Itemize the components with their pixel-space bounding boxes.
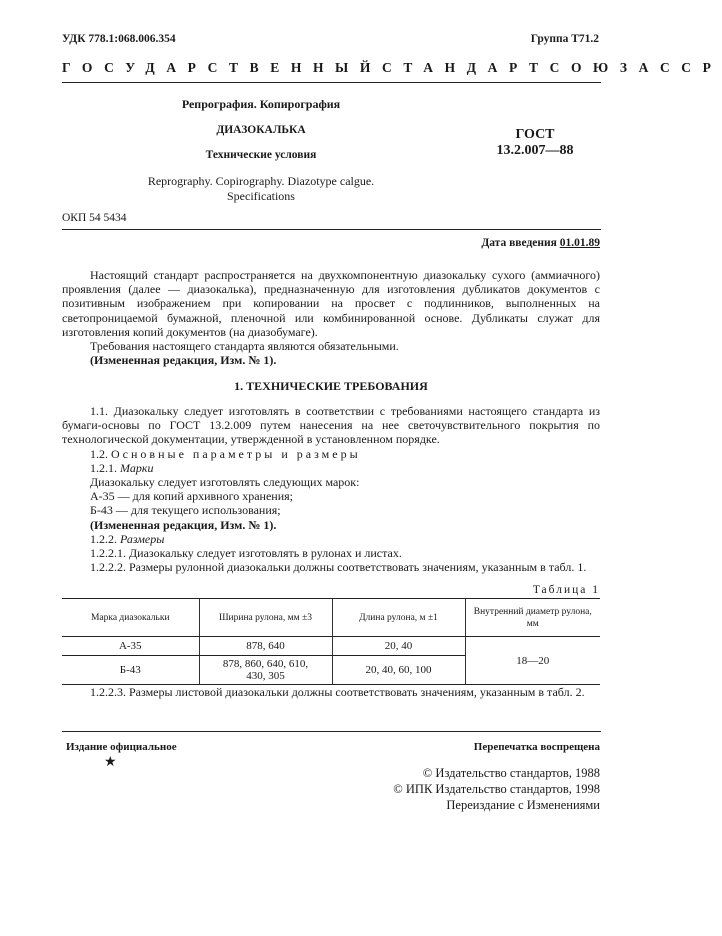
mark-a35: А-35 — для копий архивного хранения; <box>90 489 293 504</box>
amendment-note: (Измененная редакция, Изм. № 1). <box>90 353 277 368</box>
udk-code: УДК 778.1:068.006.354 <box>62 33 176 45</box>
intro-date-label: Дата введения <box>481 237 557 249</box>
intro-block <box>62 268 600 367</box>
english-title <box>120 174 402 204</box>
gost-number: 13.2.007—88 <box>496 143 574 158</box>
intro-date <box>481 237 600 249</box>
clause-1-2-1 <box>62 461 600 475</box>
footer-rule <box>62 731 601 732</box>
table-row <box>62 637 600 656</box>
okp-code: ОКП 54 5434 <box>62 212 127 224</box>
clause-1-2-2-1: 1.2.2.1. Диазокальку следует изготовлять в рулонах и листах. <box>90 546 402 561</box>
table-caption: Таблица 1 <box>532 584 600 596</box>
state-word-4: ССР <box>659 60 722 75</box>
clause-1-2-1-number: 1.2.1. <box>90 460 117 475</box>
clause-1-2-2-2: 1.2.2.2. Размеры рулонной диазокальки должны соответствовать значениям, указанным в табл. 1. <box>90 560 587 575</box>
clause-1-2-2-number: 1.2.2. <box>90 531 117 546</box>
state-word-3: СОЮЗА <box>549 60 660 75</box>
mark-b43: Б-43 — для текущего использования; <box>90 503 281 518</box>
clause-1-2-2-3: 1.2.2.3. Размеры листовой диазокальки должны соответствовать значениям, указанным в табл. 2. <box>90 685 585 699</box>
cell-width: 878, 860, 640, 610, 430, 305 <box>199 656 332 685</box>
state-standard-banner <box>62 60 722 76</box>
header-width: Ширина рулона, мм ±3 <box>199 599 332 637</box>
official-edition: Издание официальное <box>66 741 177 753</box>
group-code: Группа Т71.2 <box>530 33 599 45</box>
cell-length: 20, 40 <box>332 637 465 656</box>
standard-name: ДИАЗОКАЛЬКА <box>216 124 306 136</box>
roll-sizes-table <box>62 598 600 685</box>
header-mark: Марка диазокальки <box>62 599 199 637</box>
clause-1-2 <box>62 447 600 461</box>
clause-1-2-title: Основные параметры и размеры <box>111 446 361 461</box>
star-icon: ★ <box>104 755 117 770</box>
clause-1-2-number: 1.2. <box>90 446 108 461</box>
clause-1-2-2-title: Размеры <box>120 531 165 546</box>
clause-1-2-1-title: Марки <box>120 460 154 475</box>
section-amendment-note: (Измененная редакция, Изм. № 1). <box>90 517 277 532</box>
intro-paragraph: Настоящий стандарт распространяется на двухкомпонентную диазокальку сухого (аммиачного) проявления (далее — диазокалька), предназначенную для изготовления дубликатов документов с позитивным изображением при копировании на просвет с подлинников, выполненных на светопроницаемой бумажной, пленочной или комбинированной основе. Дубликаты служат для изготовления копий документов (на диазобумаге). <box>62 268 600 339</box>
header-rule <box>62 82 601 83</box>
standard-subtitle: Технические условия <box>205 149 317 161</box>
intro-date-value: 01.01.89 <box>559 237 600 249</box>
cell-width: 878, 640 <box>199 637 332 656</box>
header-diameter: Внутренний диаметр рулона, мм <box>465 599 600 637</box>
copyright-1: © Издательство стандартов, 1988 <box>422 766 600 780</box>
section-heading: 1. ТЕХНИЧЕСКИЕ ТРЕБОВАНИЯ <box>234 379 428 393</box>
okp-rule <box>62 229 601 230</box>
table-header-row <box>62 599 600 637</box>
reprint-prohibited: Перепечатка воспрещена <box>473 741 600 753</box>
cell-length: 20, 40, 60, 100 <box>332 656 465 685</box>
clause-1-2-2 <box>62 532 600 546</box>
category-title: Репрография. Копирография <box>181 97 341 111</box>
state-word-1: ГОСУДАРСТВЕННЫЙ <box>62 60 383 75</box>
after-table-block <box>62 685 600 699</box>
gost-designation <box>470 127 600 159</box>
mandatory-note: Требования настоящего стандарта являются обязательными. <box>90 339 399 354</box>
reissue-note: Переиздание с Изменениями <box>446 798 600 812</box>
clause-1-1: 1.1. Диазокальку следует изготовлять в соответствии с требованиями настоящего стандарта из бумаги-основы по ГОСТ 13.2.009 путем нанесения на нее светочувствительного покрытия по технологической документации, утвержденной в установленном порядке. <box>62 404 600 447</box>
cell-diameter: 18—20 <box>465 637 600 685</box>
cell-mark: А-35 <box>62 637 199 656</box>
header-length: Длина рулона, м ±1 <box>332 599 465 637</box>
cell-mark: Б-43 <box>62 656 199 685</box>
section1-block <box>62 404 600 574</box>
copyright-2: © ИПК Издательство стандартов, 1998 <box>393 782 600 796</box>
gost-label: ГОСТ <box>515 127 555 142</box>
state-word-2: СТАНДАРТ <box>382 60 550 75</box>
marks-intro: Диазокальку следует изготовлять следующих марок: <box>90 475 360 490</box>
english-title-line2: Specifications <box>227 189 295 203</box>
english-title-line1: Reprography. Copirography. Diazotype calgue. <box>147 174 375 188</box>
